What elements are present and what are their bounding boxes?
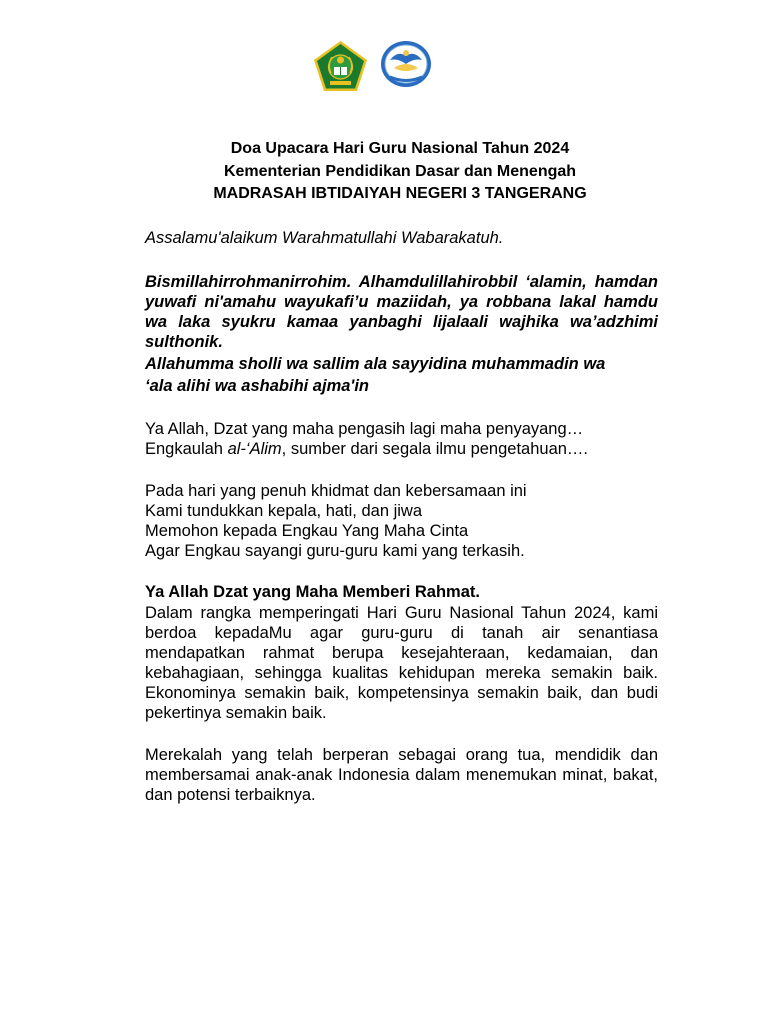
paragraph-2: Merekalah yang telah berperan sebagai orang tua, mendidik dan membersamai anak-anak Indonesia dalam menemukan minat, bakat, dan potensi terbaiknya. xyxy=(145,746,658,804)
stanza xyxy=(145,481,658,561)
invocation xyxy=(145,419,658,459)
sholawat xyxy=(145,353,658,397)
stanza-line: Kami tundukkan kepala, hati, dan jiwa xyxy=(145,502,423,520)
section-heading: Ya Allah Dzat yang Maha Memberi Rahmat. xyxy=(145,583,480,601)
invocation-line-1: Ya Allah, Dzat yang maha pengasih lagi maha penyayang… xyxy=(145,420,584,438)
stanza-line: Memohon kepada Engkau Yang Maha Cinta xyxy=(145,522,469,540)
kemenag-logo xyxy=(313,40,368,92)
title-line-3: MADRASAH IBTIDAIYAH NEGERI 3 TANGERANG xyxy=(213,185,587,202)
tut-wuri-handayani-logo xyxy=(380,40,432,88)
al-alim: al-‘Alim xyxy=(227,440,282,458)
title-line-2: Kementerian Pendidikan Dasar dan Menengah xyxy=(223,162,577,180)
paragraph-1: Dalam rangka memperingati Hari Guru Nasional Tahun 2024, kami berdoa kepadaMu agar guru-guru di tanah air senantiasa mendapatkan rahmat berupa kesejahteraan, kedamaian, dan kebahagiaan, sehingga kualitas kehidupan mereka semakin baik. Ekonominya semakin baik, kompetensinya semakin baik, dan budi pekertinya semakin baik. xyxy=(145,604,658,722)
title-line-1: Doa Upacara Hari Guru Nasional Tahun 2024 xyxy=(230,140,570,157)
invocation-line-2 xyxy=(145,439,658,459)
stanza-line: Agar Engkau sayangi guru-guru kami yang terkasih. xyxy=(145,542,525,560)
sholawat-line-2: ‘ala alihi wa ashabihi ajma'in xyxy=(145,377,370,395)
sholawat-line-1: Allahumma sholli wa sallim ala sayyidina muhammadin wa xyxy=(145,355,606,373)
logo-bar xyxy=(0,40,768,92)
invocation-suffix: , sumber dari segala ilmu pengetahuan…. xyxy=(281,440,589,458)
invocation-prefix: Engkaulah xyxy=(145,440,228,458)
opening-prayer: Bismillahirrohmanirrohim. Alhamdulillahirobbil ‘alamin, hamdan yuwafi ni'amahu wayukafi’u maziidah, ya robbana lakal hamdu wa laka syukru kamaa yanbaghi lijalaali wajhika wa’adzhimi sulthonik. xyxy=(145,273,658,351)
greeting: Assalamu'alaikum Warahmatullahi Wabarakatuh. xyxy=(145,229,504,247)
document-title xyxy=(130,138,670,206)
stanza-line: Pada hari yang penuh khidmat dan kebersamaan ini xyxy=(145,482,527,500)
